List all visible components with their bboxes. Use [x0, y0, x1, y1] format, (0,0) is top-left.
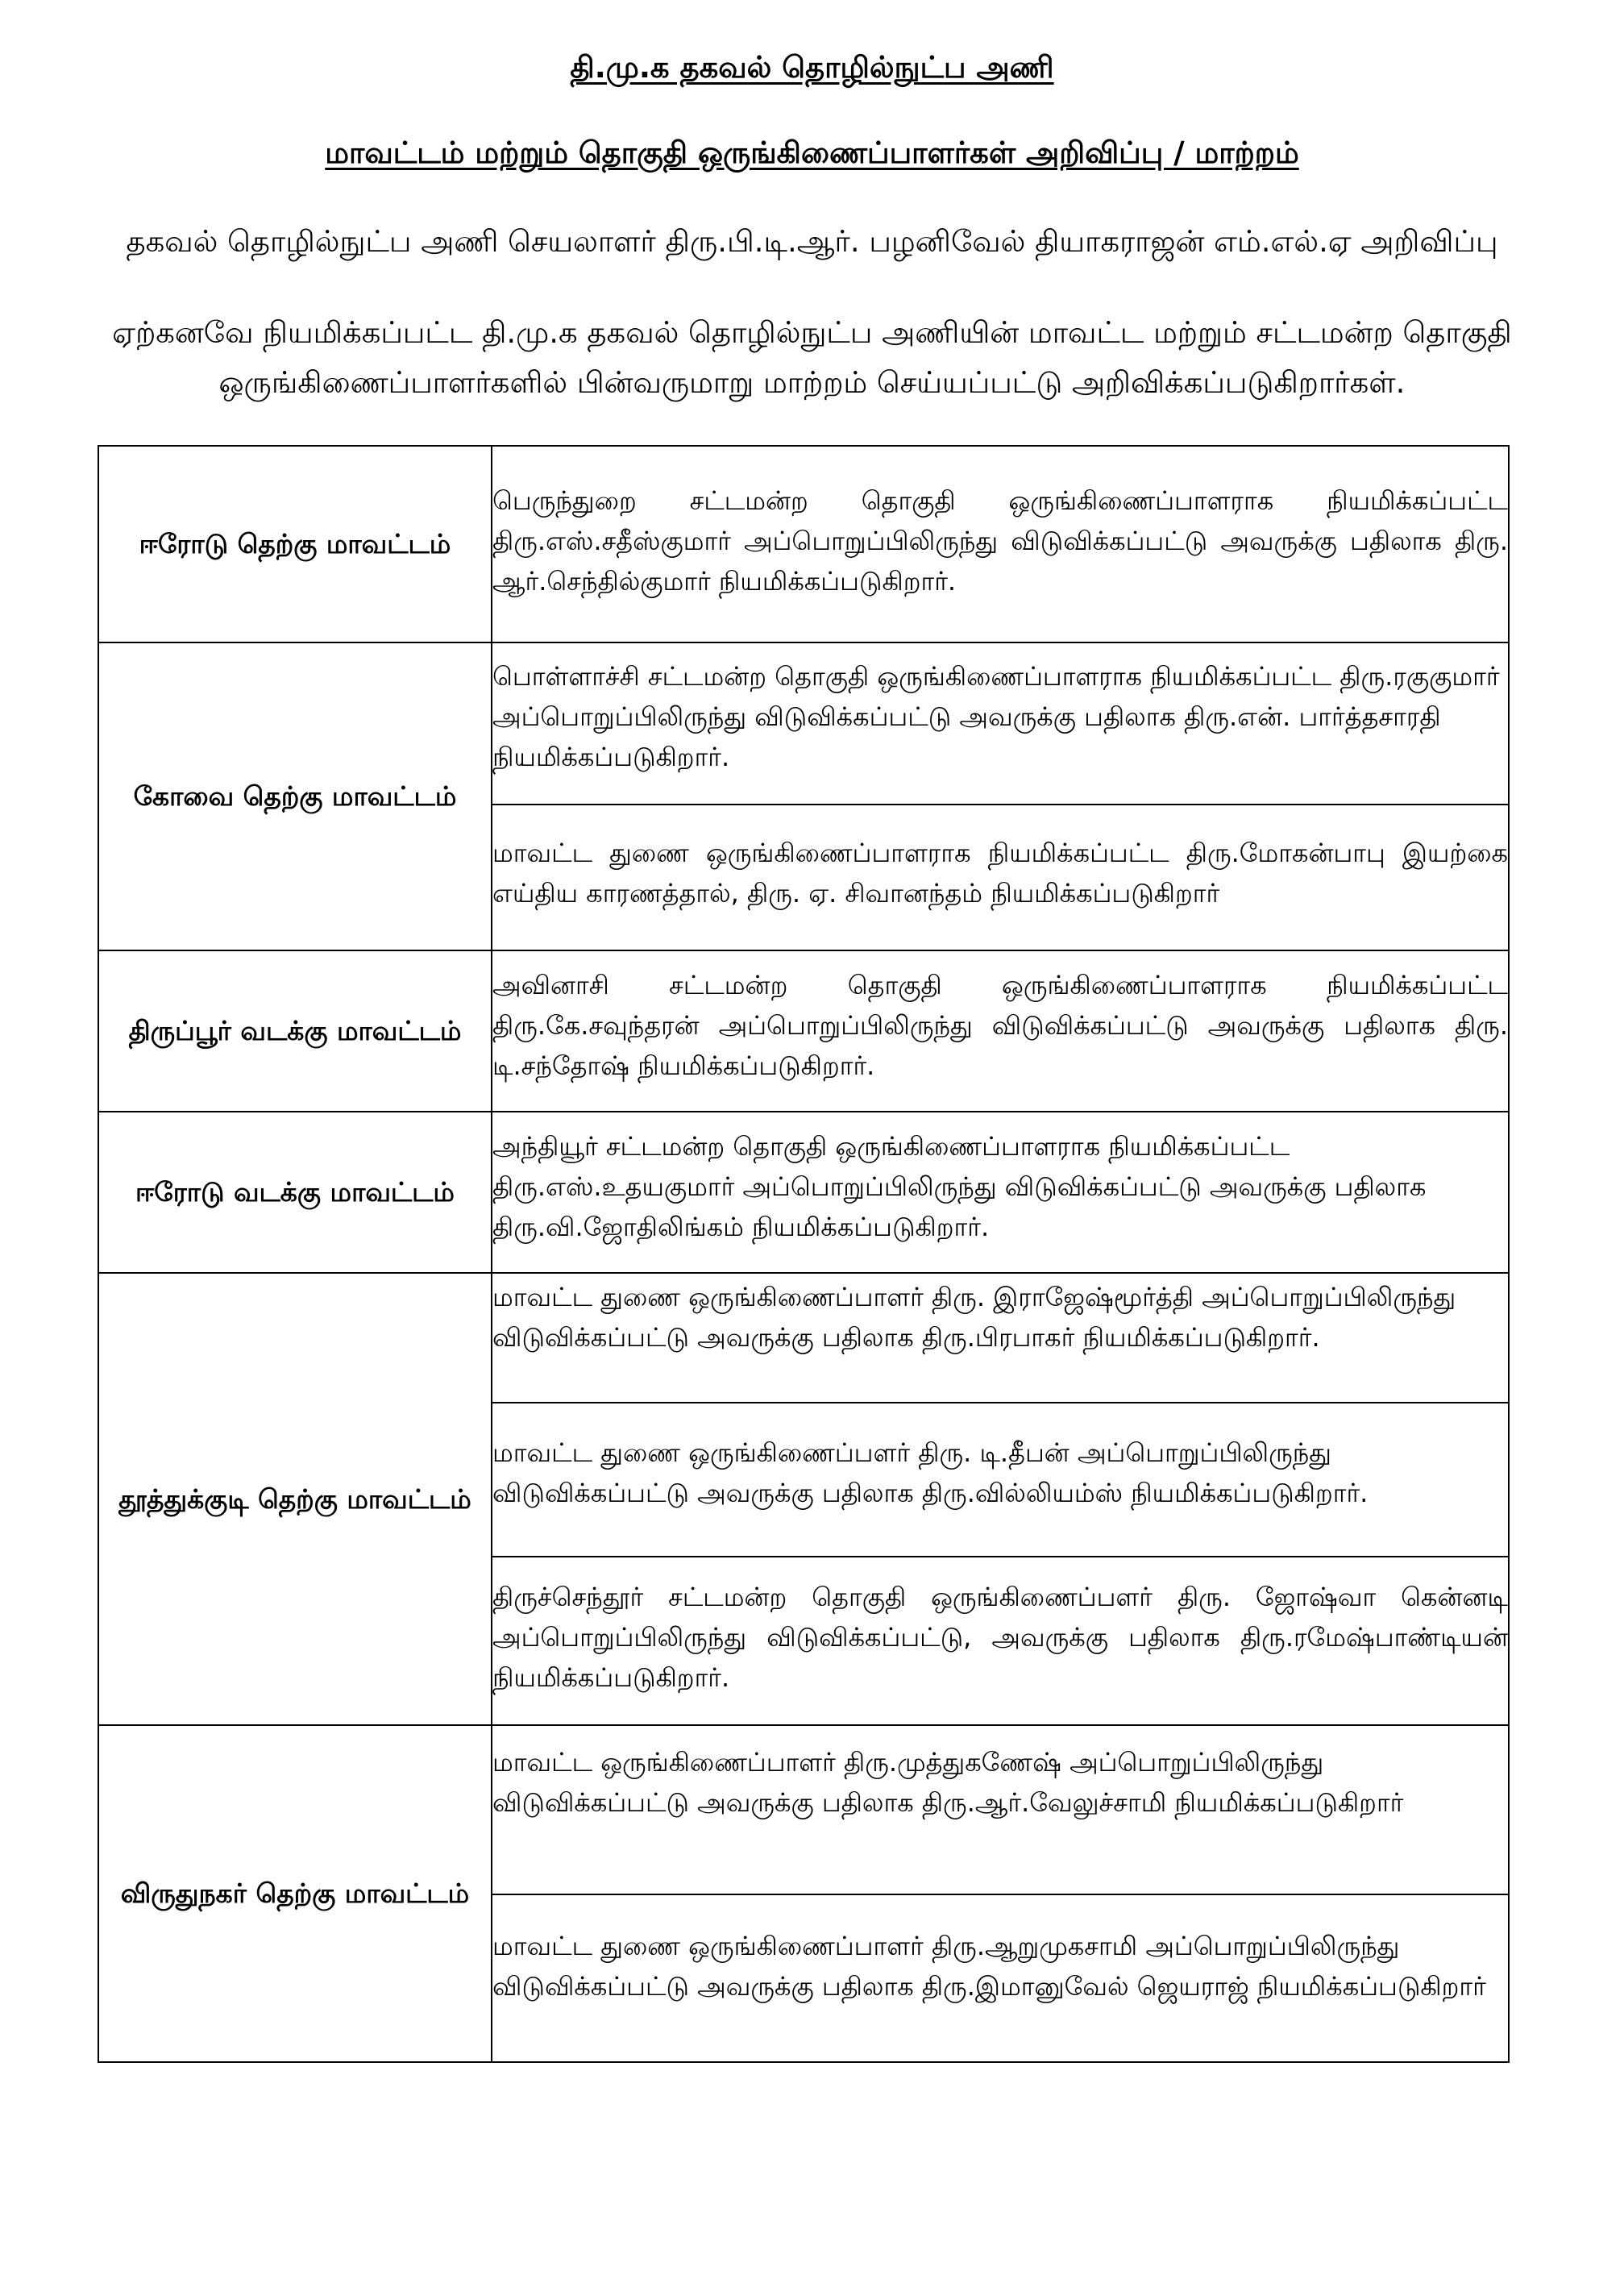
- table-row: [98, 1112, 1509, 1273]
- assignment-entry: பொள்ளாச்சி சட்டமன்ற தொகுதி ஒருங்கிணைப்பாளராக நியமிக்கப்பட்ட திரு.ரகுகுமார் அப்பொறுப்பிலிருந்து விடுவிக்கப்பட்டு அவருக்கு பதிலாக திரு.என். பார்த்தசாரதி நியமிக்கப்படுகிறார்.: [492, 642, 1509, 805]
- district-cell: தூத்துக்குடி தெற்கு மாவட்டம்: [98, 1273, 492, 1725]
- district-cell: ஈரோடு தெற்கு மாவட்டம்: [98, 446, 492, 642]
- table-row: [98, 950, 1509, 1112]
- assignment-entry: மாவட்ட துணை ஒருங்கிணைப்பாளர் திரு.ஆறுமுகசாமி அப்பொறுப்பிலிருந்து விடுவிக்கப்பட்டு அவருக்கு பதிலாக திரு.இமானுவேல் ஜெயராஜ் நியமிக்கப்படுகிறார்: [492, 1894, 1509, 2062]
- table-row: [98, 642, 1509, 805]
- assignment-entry: மாவட்ட துணை ஒருங்கிணைப்பாளராக நியமிக்கப்பட்ட திரு.மோகன்பாபு இயற்கை எய்திய காரணத்தால், திரு. ஏ. சிவானந்தம் நியமிக்கப்படுகிறார்: [492, 805, 1509, 950]
- assignment-entry: பெருந்துறை சட்டமன்ற தொகுதி ஒருங்கிணைப்பாளராக நியமிக்கப்பட்ட திரு.எஸ்.சதீஸ்குமார் அப்பொறுப்பிலிருந்து விடுவிக்கப்பட்டு அவருக்கு பதிலாக திரு. ஆர்.செந்தில்குமார் நியமிக்கப்படுகிறார்.: [492, 446, 1509, 642]
- table-row: [98, 446, 1509, 642]
- district-cell: கோவை தெற்கு மாவட்டம்: [98, 642, 492, 950]
- assignment-entry: மாவட்ட துணை ஒருங்கிணைப்பாளர் திரு. இராஜேஷ்மூர்த்தி அப்பொறுப்பிலிருந்து விடுவிக்கப்பட்டு அவருக்கு பதிலாக திரு.பிரபாகர் நியமிக்கப்படுகிறார்.: [492, 1273, 1509, 1403]
- table-row: [98, 1273, 1509, 1403]
- assignment-entry: அவினாசி சட்டமன்ற தொகுதி ஒருங்கிணைப்பாளராக நியமிக்கப்பட்ட திரு.கே.சவுந்தரன் அப்பொறுப்பிலிருந்து விடுவிக்கப்பட்டு அவருக்கு பதிலாக திரு. டி.சந்தோஷ் நியமிக்கப்படுகிறார்.: [492, 950, 1509, 1112]
- assignment-entry: அந்தியூர் சட்டமன்ற தொகுதி ஒருங்கிணைப்பாளராக நியமிக்கப்பட்ட திரு.எஸ்.உதயகுமார் அப்பொறுப்பிலிருந்து விடுவிக்கப்பட்டு அவருக்கு பதிலாக திரு.வி.ஜோதிலிங்கம் நியமிக்கப்படுகிறார்.: [492, 1112, 1509, 1273]
- intro-paragraph: ஏற்கனவே நியமிக்கப்பட்ட தி.மு.க தகவல் தொழில்நுட்ப அணியின் மாவட்ட மற்றும் சட்டமன்ற தொகுதி ஒருங்கிணைப்பாளர்களில் பின்வருமாறு மாற்றம் செய்யப்பட்டு அறிவிக்கப்படுகிறார்கள்.: [112, 315, 1512, 400]
- district-cell: திருப்பூர் வடக்கு மாவட்டம்: [98, 950, 492, 1112]
- table-row: [98, 1725, 1509, 1894]
- assignment-table: [98, 445, 1510, 2063]
- document-subtitle: மாவட்டம் மற்றும் தொகுதி ஒருங்கிணைப்பாளர்கள் அறிவிப்பு / மாற்றம்: [325, 135, 1299, 170]
- assignment-entry: மாவட்ட ஒருங்கிணைப்பாளர் திரு.முத்துகணேஷ் அப்பொறுப்பிலிருந்து விடுவிக்கப்பட்டு அவருக்கு பதிலாக திரு.ஆர்.வேலுச்சாமி நியமிக்கப்படுகிறார்: [492, 1725, 1509, 1894]
- assignment-entry: மாவட்ட துணை ஒருங்கிணைப்பளர் திரு. டி.தீபன் அப்பொறுப்பிலிருந்து விடுவிக்கப்பட்டு அவருக்கு பதிலாக திரு.வில்லியம்ஸ் நியமிக்கப்படுகிறார்.: [492, 1403, 1509, 1557]
- announcement-line: தகவல் தொழில்நுட்ப அணி செயலாளர் திரு.பி.டி.ஆர். பழனிவேல் தியாகராஜன் எம்.எல்.ஏ அறிவிப்பு: [126, 224, 1498, 259]
- document-title: தி.மு.க தகவல் தொழில்நுட்ப அணி: [570, 50, 1054, 85]
- district-cell: விருதுநகர் தெற்கு மாவட்டம்: [98, 1725, 492, 2062]
- assignment-entry: திருச்செந்தூர் சட்டமன்ற தொகுதி ஒருங்கிணைப்பளர் திரு. ஜோஷ்வா கென்னடி அப்பொறுப்பிலிருந்து விடுவிக்கப்பட்டு, அவருக்கு பதிலாக திரு.ரமேஷ்பாண்டியன் நியமிக்கப்படுகிறார்.: [492, 1557, 1509, 1725]
- district-cell: ஈரோடு வடக்கு மாவட்டம்: [98, 1112, 492, 1273]
